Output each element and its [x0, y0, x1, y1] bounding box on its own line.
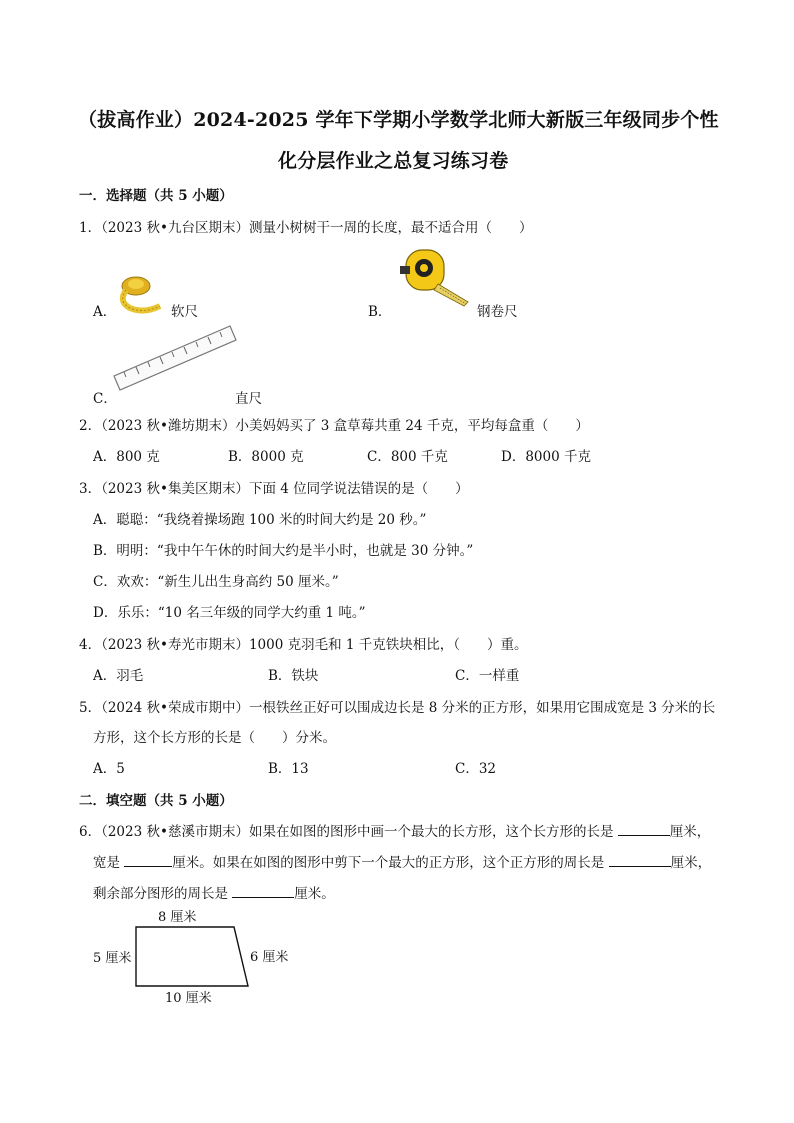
steel-tape-measure-icon: [396, 244, 476, 310]
question-5-stem-line-1: 5．（2024 秋•荣成市期中）一根铁丝正好可以围成边长是 8 分米的正方形，如果用它围成宽是 3 分米的长: [79, 700, 716, 716]
q3-option-a: A．聪聪：“我绕着操场跑 100 米的时间大约是 20 秒。”: [93, 512, 427, 528]
q4-option-c: C．一样重: [455, 668, 520, 684]
q1-option-c-letter: C．: [93, 391, 117, 407]
q6-line1-unit: 厘米，: [669, 824, 711, 840]
q1-option-a-text: 软尺: [171, 304, 198, 320]
q6-line2-text-a: 宽是: [93, 855, 120, 871]
q1-option-c-text: 直尺: [235, 391, 262, 407]
q3-option-d: D．乐乐：“10 名三年级的同学大约重 1 吨。”: [93, 605, 366, 621]
q1-option-b-letter: B．: [368, 304, 392, 320]
figure-right-label: 6 厘米: [250, 950, 289, 965]
q6-trapezoid-figure: [88, 905, 308, 1010]
q5-option-b: B．13: [268, 761, 309, 777]
q4-option-b: B．铁块: [268, 668, 319, 684]
q2-option-a: A．800 克: [93, 449, 160, 465]
q2-option-b: B．8000 克: [228, 449, 304, 465]
question-3-stem: 3．（2023 秋•集美区期末）下面 4 位同学说法错误的是（ ）: [79, 481, 469, 497]
q2-option-c: C．800 千克: [367, 449, 448, 465]
q6-line3-text-a: 剩余部分图形的周长是: [93, 886, 228, 902]
q6-line1-text: 6．（2023 秋•慈溪市期末）如果在如图的图形中画一个最大的长方形，这个长方形的长是: [79, 824, 614, 840]
title-line-1: （拔高作业）2024-2025 学年下学期小学数学北师大新版三年级同步个性: [78, 109, 719, 131]
q5-option-c: C．32: [455, 761, 497, 777]
question-2-stem: 2．（2023 秋•潍坊期末）小美妈妈买了 3 盒草莓共重 24 千克，平均每盒重（ ）: [79, 418, 589, 434]
q1-option-b-text: 钢卷尺: [477, 304, 518, 320]
q1-option-a-letter: A．: [93, 304, 117, 320]
section-heading-choice: 一．选择题（共 5 小题）: [79, 188, 233, 204]
section-heading-fill-in: 二．填空题（共 5 小题）: [79, 793, 233, 809]
question-5-stem-line-2: 方形，这个长方形的长是（ ）分米。: [93, 730, 336, 746]
question-6-line-3: [93, 882, 335, 902]
figure-bottom-label: 10 厘米: [165, 991, 212, 1006]
q6-blank-width[interactable]: [124, 852, 172, 867]
q6-blank-remaining-perimeter[interactable]: [232, 883, 294, 898]
question-1-stem: 1．（2023 秋•九台区期末）测量小树树干一周的长度，最不适合用（ ）: [79, 220, 533, 236]
question-6-line-2: [93, 851, 711, 871]
figure-left-label: 5 厘米: [93, 951, 132, 966]
trapezoid-shape: [136, 927, 248, 986]
q6-blank-length[interactable]: [618, 821, 670, 836]
q5-option-a: A．5: [93, 761, 125, 777]
ruler-icon: [112, 322, 238, 394]
soft-tape-measure-icon: [110, 268, 170, 318]
q6-line2-text-c: 厘米，: [670, 855, 712, 871]
q3-option-b: B．明明：“我中午午休的时间大约是半小时，也就是 30 分钟。”: [93, 543, 474, 559]
q2-option-d: D．8000 千克: [501, 449, 591, 465]
q6-line2-text-b: 厘米。如果在如图的图形中剪下一个最大的正方形，这个正方形的周长是: [172, 855, 605, 871]
q3-option-c: C．欢欢：“新生儿出生身高约 50 厘米。”: [93, 574, 339, 590]
question-6-line-1: [79, 820, 710, 840]
q6-line3-unit: 厘米。: [294, 886, 335, 902]
q6-blank-square-perimeter[interactable]: [609, 852, 671, 867]
figure-top-label: 8 厘米: [158, 910, 197, 925]
question-4-stem: 4．（2023 秋•寿光市期末）1000 克羽毛和 1 千克铁块相比，（ ）重。: [79, 637, 528, 653]
title-line-2: 化分层作业之总复习练习卷: [278, 150, 509, 172]
q4-option-a: A．羽毛: [93, 668, 144, 684]
